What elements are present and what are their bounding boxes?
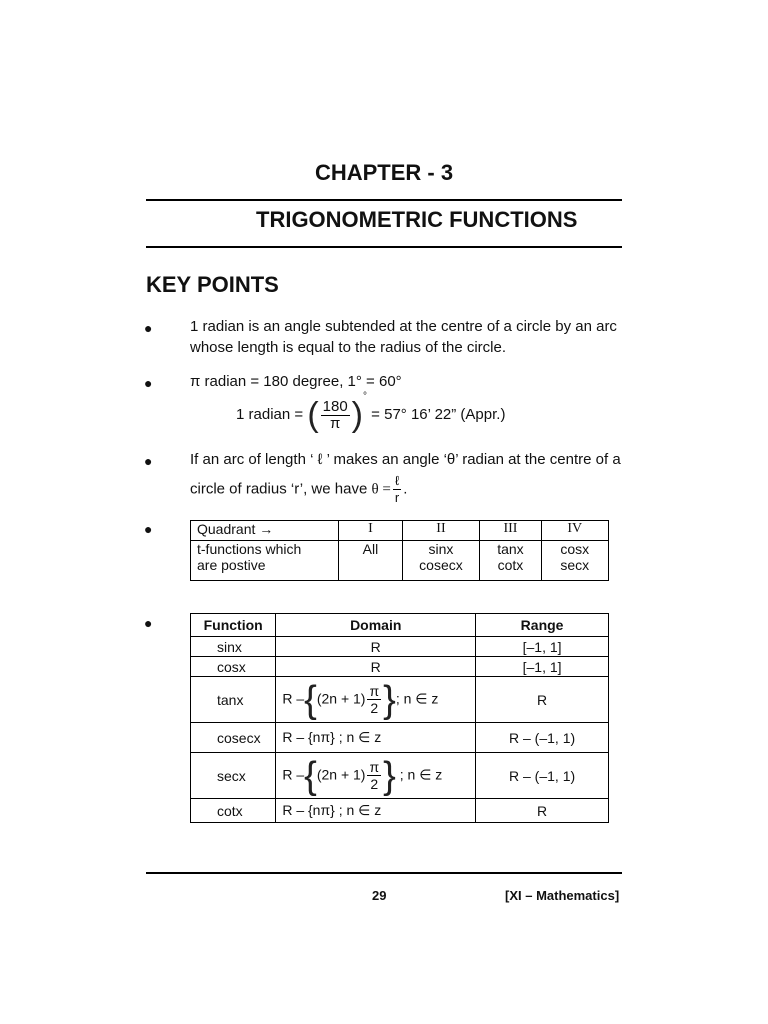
table-cell: R xyxy=(476,799,609,823)
divider-top xyxy=(146,199,622,201)
text-line: circle of radius ‘r’, we have xyxy=(190,480,368,498)
domain-inner: (2n + 1) xyxy=(316,766,366,783)
cell-line: All xyxy=(362,541,379,557)
table-cell xyxy=(339,541,402,581)
fraction-numerator: ℓ xyxy=(393,473,401,490)
table-cell xyxy=(541,541,608,581)
domain-inner: (2n + 1) xyxy=(316,690,366,707)
table-cell: R xyxy=(276,637,476,657)
table-header-row xyxy=(191,521,609,541)
left-brace-icon: { xyxy=(304,754,317,797)
formula-prefix: 1 radian = xyxy=(236,405,304,423)
left-brace-icon: { xyxy=(304,678,317,721)
table-cell: [–1, 1] xyxy=(476,657,609,677)
table-header-cell: Function xyxy=(191,614,276,637)
fraction-numerator: π xyxy=(369,683,380,699)
book-title: [XI – Mathematics] xyxy=(505,888,620,903)
cell-line: tanx xyxy=(497,541,524,557)
table-cell: R – {nπ} ; n ∈ z xyxy=(276,723,476,753)
table-row xyxy=(191,723,609,753)
cell-line: sinx xyxy=(428,541,454,557)
key-point-radian-definition xyxy=(190,316,626,358)
fraction-denominator: 2 xyxy=(370,776,379,792)
bullet-icon: ● xyxy=(144,375,153,391)
table-row xyxy=(191,637,609,657)
arc-length-formula xyxy=(190,473,407,506)
table-cell: R – {nπ} ; n ∈ z xyxy=(276,799,476,823)
quadrant-sign-table xyxy=(190,520,609,581)
cell-line: cosecx xyxy=(419,557,463,573)
page-title: TRIGONOMETRIC FUNCTIONS xyxy=(256,207,578,232)
table-cell: R xyxy=(476,677,609,723)
key-points-heading: KEY POINTS xyxy=(146,272,279,297)
table-cell xyxy=(402,541,480,581)
footer-divider xyxy=(146,872,622,874)
domain-range-table xyxy=(190,613,609,823)
right-brace-icon: } xyxy=(383,754,396,797)
table-header-cell: Domain xyxy=(276,614,476,637)
table-cell: cosecx xyxy=(191,723,276,753)
right-paren-icon: ) xyxy=(351,396,363,434)
page-number: 29 xyxy=(372,888,387,903)
cell-line: cotx xyxy=(497,557,524,573)
text-line: whose length is equal to the radius of the circle. xyxy=(190,339,507,356)
period: . xyxy=(403,480,408,498)
key-point-pi-radian: π radian = 180 degree, 1° = 60° xyxy=(190,373,402,390)
table-cell: R – (–1, 1) xyxy=(476,723,609,753)
divider-bottom xyxy=(146,246,622,248)
text-line: 1 radian is an angle subtended at the centre of a circle by an arc xyxy=(190,318,617,335)
table-cell: cosx xyxy=(191,657,276,677)
fraction-numerator: 180 xyxy=(322,397,348,415)
theta-symbol: θ = xyxy=(371,481,391,498)
key-point-arc-length: If an arc of length ‘ ℓ ’ makes an angle ‘θ’ radian at the centre of a xyxy=(190,451,621,468)
table-row xyxy=(191,799,609,823)
table-row xyxy=(191,541,609,581)
table-cell xyxy=(276,677,476,723)
bullet-icon: ● xyxy=(144,320,153,336)
domain-prefix: R – xyxy=(282,690,305,707)
cell-line: t-functions which xyxy=(197,541,302,557)
table-cell: R xyxy=(276,657,476,677)
table-cell: [–1, 1] xyxy=(476,637,609,657)
fraction-numerator: π xyxy=(369,759,380,775)
table-row xyxy=(191,677,609,723)
table-header-row xyxy=(191,614,609,637)
table-header-cell: I xyxy=(339,521,402,541)
fraction xyxy=(367,683,381,716)
table-cell xyxy=(191,541,339,581)
table-header-cell: II xyxy=(402,521,480,541)
fraction xyxy=(367,759,381,792)
degree-superscript: ° xyxy=(363,390,367,402)
right-brace-icon: } xyxy=(383,678,396,721)
domain-suffix: ; n ∈ z xyxy=(395,690,439,707)
table-row xyxy=(191,753,609,799)
fraction-denominator: π xyxy=(329,414,341,432)
table-cell xyxy=(276,753,476,799)
table-cell: tanx xyxy=(191,677,276,723)
table-cell: R – (–1, 1) xyxy=(476,753,609,799)
bullet-icon: ● xyxy=(144,453,153,469)
chapter-heading: CHAPTER - 3 xyxy=(314,160,454,185)
cell-line: secx xyxy=(560,557,590,573)
table-row xyxy=(191,657,609,677)
fraction xyxy=(393,473,401,506)
table-cell: cotx xyxy=(191,799,276,823)
table-header-cell: IV xyxy=(541,521,608,541)
domain-prefix: R – xyxy=(282,766,305,783)
fraction-denominator: r xyxy=(394,490,400,505)
bullet-icon: ● xyxy=(144,521,153,537)
radian-conversion-formula xyxy=(236,390,506,434)
table-header-cell: Quadrant → xyxy=(191,521,339,541)
left-paren-icon: ( xyxy=(307,396,319,434)
table-cell: secx xyxy=(191,753,276,799)
fraction-denominator: 2 xyxy=(370,700,379,716)
table-cell xyxy=(480,541,541,581)
bullet-icon: ● xyxy=(144,615,153,631)
cell-line: are postive xyxy=(197,557,266,573)
cell-line: cosx xyxy=(560,541,590,557)
formula-suffix: = 57° 16’ 22” (Appr.) xyxy=(371,405,506,423)
fraction xyxy=(321,399,350,432)
table-cell: sinx xyxy=(191,637,276,657)
table-header-cell: Range xyxy=(476,614,609,637)
domain-suffix: ; n ∈ z xyxy=(395,766,443,783)
table-header-cell: III xyxy=(480,521,541,541)
